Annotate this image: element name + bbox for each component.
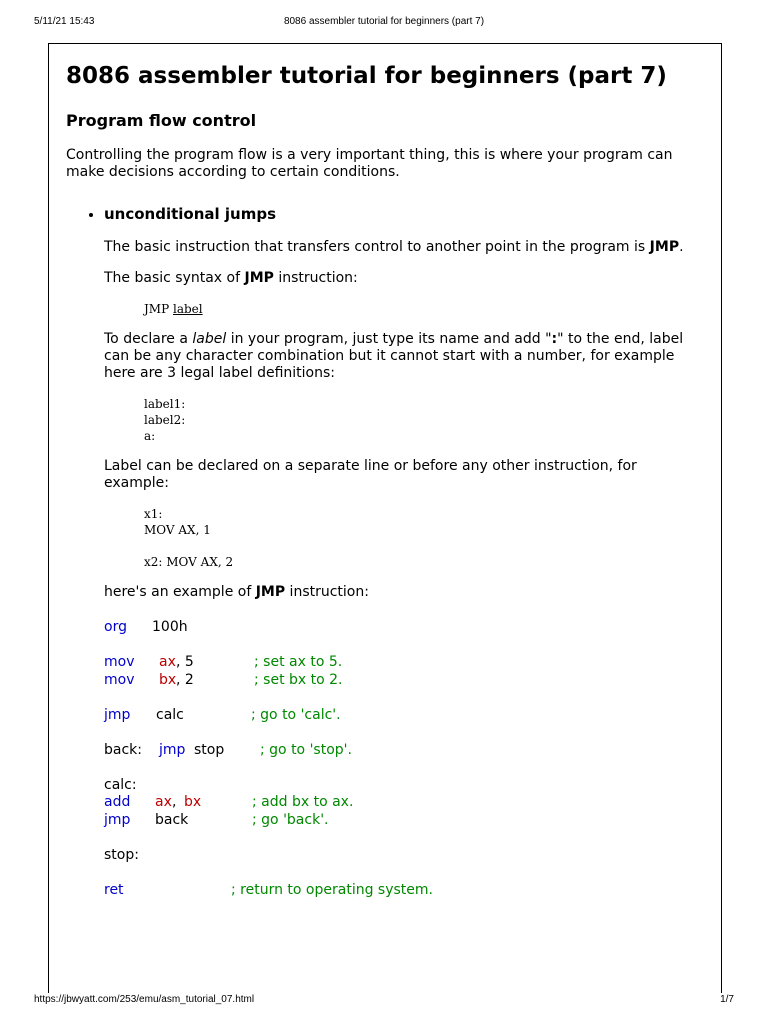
section-title: Program flow control xyxy=(66,111,257,130)
label-example: label1: xyxy=(144,397,186,411)
text: . xyxy=(679,239,684,255)
syntax-example xyxy=(144,301,696,317)
paragraph: Label can be declared on a separate line or before any other instruction, for example: xyxy=(104,458,637,491)
code-gap xyxy=(104,689,696,707)
code-keyword: jmp xyxy=(104,811,131,828)
code-comment: ; add bx to ax. xyxy=(252,794,354,810)
text: in your program, just type its name and add " xyxy=(226,331,552,347)
article-content xyxy=(66,56,696,899)
text: To declare a xyxy=(104,331,193,347)
code-line xyxy=(104,672,696,690)
text: here's an example of xyxy=(104,584,256,600)
code-line xyxy=(104,619,696,637)
label-example: label2: xyxy=(144,413,186,427)
code-comment: ; return to operating system. xyxy=(231,881,433,898)
print-page-number: 1/7 xyxy=(720,994,734,1005)
syntax-command: JMP xyxy=(144,302,173,316)
code-line xyxy=(104,882,696,900)
example-line: MOV AX, 1 xyxy=(144,523,211,537)
list-item xyxy=(104,203,696,899)
code-keyword: mov xyxy=(104,671,135,688)
keyword: JMP xyxy=(244,270,274,286)
code-operand: calc xyxy=(156,706,184,723)
keyword: : xyxy=(551,331,558,347)
code-line xyxy=(104,707,696,725)
paragraph xyxy=(104,239,696,256)
example-line: x1: xyxy=(144,507,163,521)
code-listing xyxy=(104,619,696,899)
article-title: 8086 assembler tutorial for beginners (part 7) xyxy=(66,63,667,89)
spacer xyxy=(144,538,696,554)
code-keyword: jmp xyxy=(159,741,186,758)
code-keyword: jmp xyxy=(104,706,131,723)
code-line xyxy=(104,654,696,672)
paragraph xyxy=(104,270,696,287)
code-comment: ; set ax to 5. xyxy=(254,654,343,670)
code-gap xyxy=(104,864,696,882)
code-gap xyxy=(104,829,696,847)
code-operand: 100h xyxy=(152,619,188,635)
paragraph xyxy=(104,584,696,601)
code-operand: , xyxy=(172,794,177,810)
code-operand: back xyxy=(155,811,189,828)
code-comment: ; go 'back'. xyxy=(252,811,329,828)
code-comment: ; go to 'calc'. xyxy=(251,706,341,723)
code-keyword: mov xyxy=(104,654,135,670)
code-operand: stop xyxy=(194,741,225,758)
text: instruction: xyxy=(285,584,369,600)
code-register: ax xyxy=(159,654,176,670)
text: " to the end, label can be any character combination but it cannot start with a number, for example here are 3 legal label definitions: xyxy=(104,331,684,381)
print-url: https://jbwyatt.com/253/emu/asm_tutorial_07.html xyxy=(34,994,255,1005)
syntax-argument: label xyxy=(173,302,203,316)
text: instruction: xyxy=(273,270,358,286)
text: The basic syntax of xyxy=(104,270,245,286)
code-line xyxy=(104,794,696,812)
code-line xyxy=(104,742,696,760)
code-operand: , 5 xyxy=(176,654,194,670)
code-line xyxy=(104,777,696,795)
example-line: x2: MOV AX, 2 xyxy=(144,555,234,569)
topic-title: • unconditional jumps xyxy=(104,205,277,223)
print-header xyxy=(34,16,734,30)
code-gap xyxy=(104,724,696,742)
code-label: back: xyxy=(104,741,142,758)
code-register: bx xyxy=(159,671,177,688)
keyword: JMP xyxy=(649,239,680,255)
code-comment: ; go to 'stop'. xyxy=(260,741,352,758)
topic-list xyxy=(66,203,696,899)
topic-body xyxy=(104,239,696,899)
code-register: bx xyxy=(184,794,202,810)
code-label: calc: xyxy=(104,776,137,793)
label-placement-example xyxy=(144,506,696,570)
code-gap xyxy=(104,759,696,777)
keyword: JMP xyxy=(255,584,286,600)
emphasis: label xyxy=(192,331,227,347)
print-footer xyxy=(34,994,734,1008)
code-comment: ; set bx to 2. xyxy=(254,671,343,688)
code-keyword: ret xyxy=(104,881,124,898)
code-label: stop: xyxy=(104,846,139,863)
print-page-title: 8086 assembler tutorial for beginners (part 7) xyxy=(283,16,485,27)
code-register: ax xyxy=(155,794,172,810)
intro-paragraph: Controlling the program flow is a very important thing, this is where your program can make decisions according to certain conditions. xyxy=(66,147,673,180)
paragraph xyxy=(104,331,696,382)
code-line xyxy=(104,812,696,830)
print-datetime: 5/11/21 15:43 xyxy=(34,16,95,27)
code-gap xyxy=(104,637,696,655)
code-operand: , 2 xyxy=(176,671,194,688)
code-keyword: add xyxy=(104,794,131,810)
text: The basic instruction that transfers control to another point in the program is xyxy=(104,239,650,255)
label-example: a: xyxy=(144,429,156,443)
code-line xyxy=(104,847,696,865)
code-keyword: org xyxy=(104,619,127,635)
label-examples xyxy=(144,396,696,444)
